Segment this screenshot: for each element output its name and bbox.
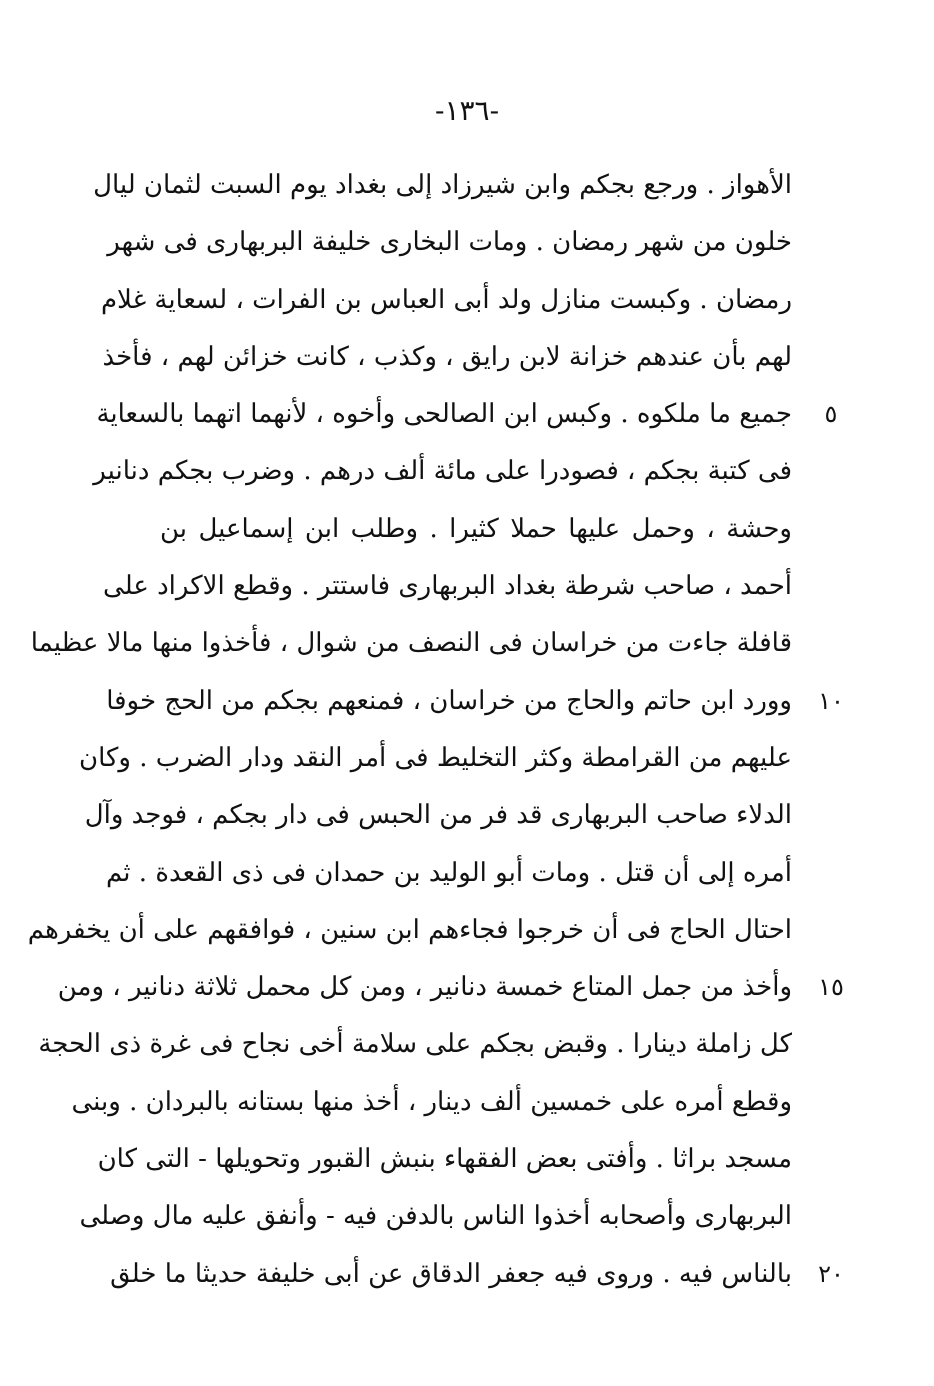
- text-line-3: رمضان . وكبست منازل ولد أبى العباس بن الفرات ، لسعاية غلام: [100, 284, 792, 315]
- text-line-8: أحمد ، صاحب شرطة بغداد البربهارى فاستتر . وقطع الاكراد على: [103, 571, 792, 602]
- text-line-10: وورد ابن حاتم والحاج من خراسان ، فمنعهم بجكم من الحج خوفا: [106, 685, 792, 716]
- text-line-4: لهم بأن عندهم خزانة لابن رايق ، وكذب ، كانت خزائن لهم ، فأخذ: [102, 341, 792, 372]
- line-number-10: ١٠: [818, 686, 844, 715]
- text-line-7: وحشة ، وحمل عليها حملا كثيرا . وطلب ابن إسماعيل بن: [160, 513, 792, 544]
- text-line-5: جميع ما ملكوه . وكبس ابن الصالحى وأخوه ، لأنهما اتهما بالسعاية: [96, 399, 792, 430]
- text-line-1: الأهواز . ورجع بجكم وابن شيرزاد إلى بغداد يوم السبت لثمان ليال: [93, 170, 792, 200]
- text-line-19: البربهارى وأصحابه أخذوا الناس بالدفن فيه - وأنفق عليه مال وصلى: [79, 1201, 792, 1232]
- text-line-12: الدلاء صاحب البربهارى قد فر من الحبس فى دار بجكم ، فوجد وآل: [84, 800, 792, 831]
- page-number: -١٣٦-: [434, 94, 500, 127]
- text-line-9: قافلة جاءت من خراسان فى النصف من شوال ، فأخذوا منها مالا عظيما: [30, 628, 792, 659]
- text-line-15: وأخذ من جمل المتاع خمسة دنانير ، ومن كل محمل ثلاثة دنانير ، ومن: [57, 972, 792, 1003]
- text-line-11: عليهم من القرامطة وكثر التخليط فى أمر النقد ودار الضرب . وكان: [78, 742, 792, 773]
- text-line-2: خلون من شهر رمضان . ومات البخارى خليفة البربهارى فى شهر: [107, 227, 792, 258]
- line-number-15: ١٥: [818, 973, 844, 1002]
- text-line-20: بالناس فيه . وروى فيه جعفر الدقاق عن أبى خليفة حديثا ما خلق: [110, 1258, 792, 1289]
- text-line-14: احتال الحاج فى أن خرجوا فجاءهم ابن سنين ، فوافقهم على أن يخفرهم: [27, 914, 792, 945]
- body-text: [27, 157, 792, 1303]
- text-line-17: وقطع أمره على خمسين ألف دينار ، أخذ منها بستانه بالبردان . وبنى: [71, 1086, 792, 1117]
- text-line-6: فى كتبة بجكم ، فصودرا على مائة ألف درهم . وضرب بجكم دنانير: [93, 456, 792, 487]
- text-line-18: مسجد براثا . وأفتى بعض الفقهاء بنبش القبور وتحويلها - التى كان: [97, 1144, 792, 1175]
- line-number-5: ٥: [824, 400, 838, 429]
- line-number-20: ٢٠: [818, 1259, 844, 1288]
- text-line-13: أمره إلى أن قتل . ومات أبو الوليد بن حمدان فى ذى القعدة . ثم: [106, 857, 792, 888]
- text-line-16: كل زاملة دينارا . وقبض بجكم على سلامة أخى نجاح فى غرة ذى الحجة: [38, 1029, 792, 1060]
